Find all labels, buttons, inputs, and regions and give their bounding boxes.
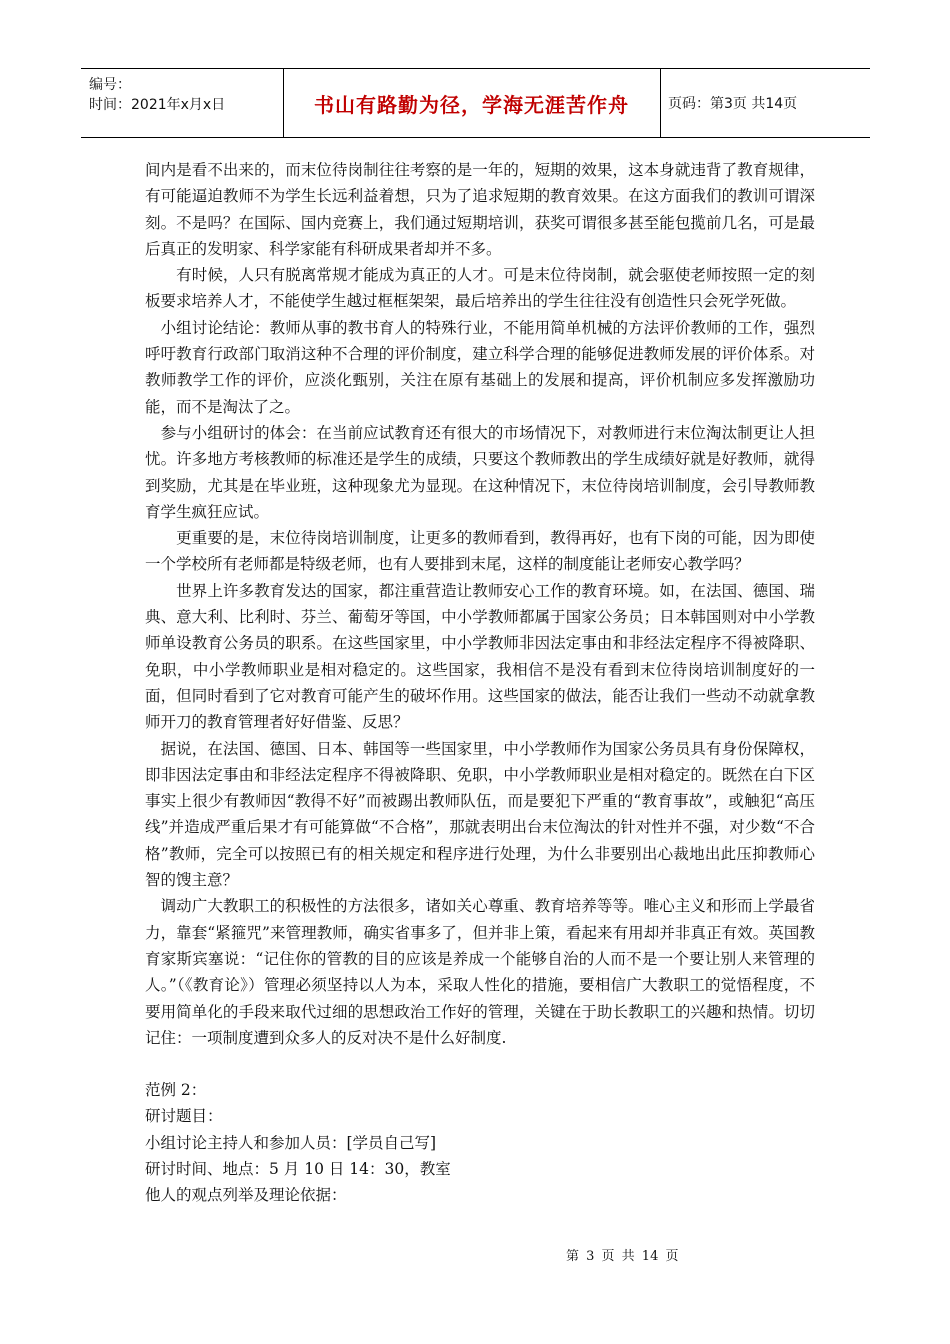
example-time-place: 研讨时间、地点：5 月 10 日 14：30，教室 — [145, 1159, 451, 1178]
paragraph-5: 更重要的是，末位待岗培训制度，让更多的教师看到，教得再好，也有下岗的可能，因为即使一个学校所有老师都是特级老师，也有人要排到末尾，这样的制度能让老师安心教学吗？ — [145, 529, 815, 574]
doc-time-label: 时间：2021年x月x日 — [89, 97, 226, 113]
page-footer: 第 3 页 共 14 页 — [566, 1249, 679, 1264]
paragraph-6: 世界上许多教育发达的国家，都注重营造让教师安心工作的教育环境。如，在法国、德国、瑞典、意大利、比利时、芬兰、葡萄牙等国，中小学教师都属于国家公务员；日本韩国则对中小学教师单设教育公务员的职系。在这些国家里，中小学教师非因法定事由和非经法定程序不得被降职、免职，中小学教师职业是相对稳定的。这些国家，我相信不是没有看到末位待岗培训制度好的一面，但同时看到了它对教育可能产生的破坏作用。这些国家的做法，能否让我们一些动不动就拿教师开刀的教育管理者好好借鉴、反思？ — [145, 581, 815, 732]
page-header — [81, 68, 870, 138]
paragraph-2: 有时候，人只有脱离常规才能成为真正的人才。可是末位待岗制，就会驱使老师按照一定的刻板要求培养人才，不能使学生越过框框架架，最后培养出的学生往往没有创造性只会死学死做。 — [145, 266, 815, 311]
example-views: 他人的观点列举及理论依据： — [145, 1186, 347, 1205]
paragraph-3: 小组讨论结论：教师从事的教书育人的特殊行业，不能用简单机械的方法评价教师的工作，强烈呼吁教育行政部门取消这种不合理的评价制度，建立科学合理的能够促进教师发展的评价体系。对教师教学工作的评价，应淡化甄别，关注在原有基础上的发展和提高，评价机制应多发挥激励功能，而不是淘汰了之。 — [145, 318, 815, 416]
header-page-info: 页码：第3页 共14页 — [668, 96, 798, 112]
example-topic: 研讨题目： — [145, 1107, 223, 1126]
example-title: 范例 2： — [145, 1081, 207, 1100]
paragraph-1: 间内是看不出来的，而末位待岗制往往考察的是一年的，短期的效果，这本身就违背了教育规律，有可能逼迫教师不为学生长远利益着想，只为了追求短期的教育效果。在这方面我们的教训可谓深刻。不是吗？在国际、国内竞赛上，我们通过短期培训，获奖可谓很多甚至能包揽前几名，可是最后真正的发明家、科学家能有科研成果者却并不多。 — [145, 161, 815, 258]
paragraph-7: 据说，在法国、德国、日本、韩国等一些国家里，中小学教师作为国家公务员具有身份保障权，即非因法定事由和非经法定程序不得被降职、免职，中小学教师职业是相对稳定的。既然在白下区事实上很少有教师因“教得不好”而被踢出教师队伍，而是要犯下严重的“教育事故”，或触犯“高压线”并造成严重后果才有可能算做“不合格”，那就表明出台末位淘汰的针对性并不强，对少数“不合格”教师，完全可以按照已有的相关规定和程序进行处理，为什么非要别出心裁地出此压抑教师心智的馊主意？ — [145, 739, 815, 890]
paragraph-8: 调动广大教职工的积极性的方法很多，诸如关心尊重、教育培养等等。唯心主义和形而上学最省力，靠套“紧箍咒”来管理教师，确实省事多了，但并非上策，看起来有用却并非真正有效。英国教育家斯宾塞说：“记住你的管教的目的应该是养成一个能够自治的人而不是一个要让别人来管理的人。”（《教育论》）管理必须坚持以人为本，采取人性化的措施，要相信广大教职工的觉悟程度，不要用简单化的手段来取代过细的思想政治工作好的管理，关键在于助长教职工的兴趣和热情。切切记住：一项制度遭到众多人的反对决不是什么好制度. — [145, 897, 815, 1047]
doc-number-label: 编号： — [89, 77, 131, 93]
section-spacer — [145, 1051, 815, 1077]
example-participants: 小组讨论主持人和参加人员：[学员自己写] — [145, 1133, 437, 1152]
document-body — [145, 157, 815, 1209]
header-info-cell — [81, 69, 284, 137]
paragraph-4: 参与小组研讨的体会：在当前应试教育还有很大的市场情况下，对教师进行末位淘汰制更让人担忧。许多地方考核教师的标准还是学生的成绩，只要这个教师教出的学生成绩好就是好教师，就得到奖励，尤其是在毕业班，这种现象尤为显现。在这种情况下，末位待岗培训制度，会引导教师教育学生疯狂应试。 — [145, 423, 815, 521]
header-motto: 书山有路勤为径，学海无涯苦作舟 — [283, 69, 661, 137]
